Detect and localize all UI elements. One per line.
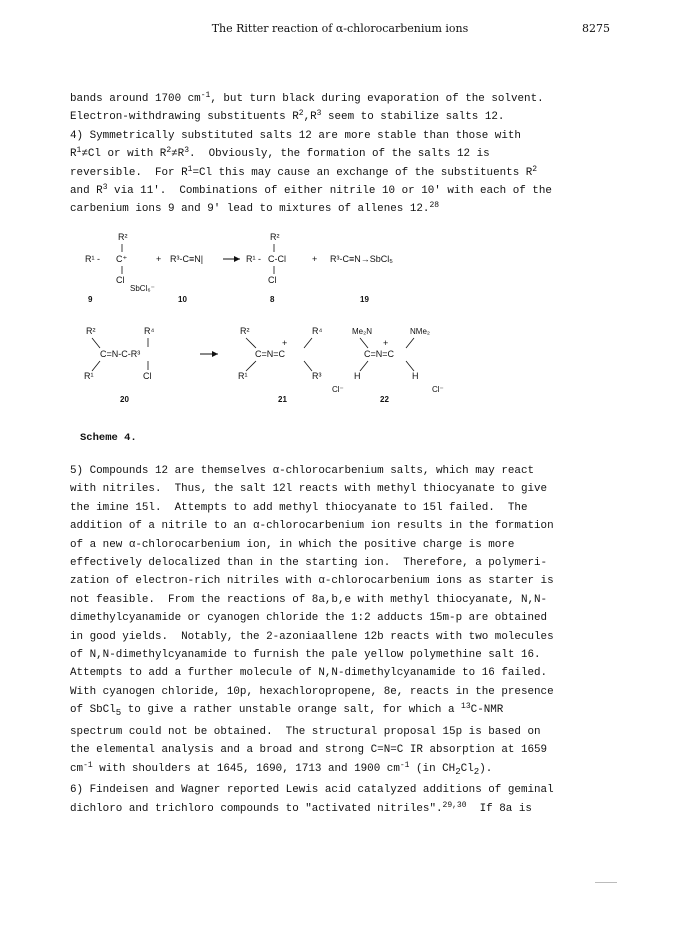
footer-rule [595, 882, 617, 883]
label-22: 22 [380, 395, 389, 404]
text-line: Attempts to add a further molecule of N,N-dimethylcyanamide to 16 failed. [70, 667, 548, 680]
text-line: carbenium ions 9 and 9' lead to mixtures of allenes 12.28 [70, 201, 440, 216]
text-line: of SbCl$_5$ to give a rather unstable orange salt, for which a $^{13}$C-NMR [70, 702, 504, 719]
plus-sign: + [312, 254, 318, 264]
c8-carbon: C-Cl [268, 254, 286, 264]
text-line: $R^1\ne Cl$ or with $R^2\ne R^3$. Obviously, the formation of the salts 12 is [70, 146, 490, 161]
text-line: in good yields. Notably, the 2-azoniaallene 12b reacts with two molecules [70, 630, 554, 643]
text-line: 4) Symmetrically substituted salts 12 are more stable than those with [70, 129, 521, 142]
page-header [70, 22, 610, 40]
c21-r3: R³ [312, 371, 322, 381]
paragraph-main [70, 462, 615, 818]
c9-anion: SbCl₆⁻ [130, 284, 155, 293]
text-line: effectively delocalized than in the starting ion. Therefore, a polymeri- [70, 557, 548, 570]
c20-chain: C=N-C-R³ [100, 349, 141, 359]
c22-h-left: H [354, 371, 361, 381]
text-line: of N,N-dimethylcyanamide to furnish the pale yellow polymethine salt 16. [70, 649, 541, 662]
text-line: 5) Compounds 12 are themselves α-chlorocarbenium salts, which may react [70, 465, 535, 477]
running-title: The Ritter reaction of α-chlorocarbenium ions [211, 22, 469, 35]
scheme-caption: Scheme 4. [80, 432, 137, 444]
paragraph-continuation [70, 90, 615, 219]
text-line: With cyanogen chloride, 10p, hexachloropropene, 8e, reacts in the presence [70, 685, 554, 698]
c21-chain: C=N=C [255, 349, 286, 359]
text-line: and $R^3$ via 11'. Combinations of either nitrile 10 or 10' with each of the [70, 183, 552, 198]
text-line: of a new α-chlorocarbenium ion, in which the positive charge is more [70, 538, 515, 551]
c21-r2: R² [240, 326, 250, 336]
reaction-scheme [60, 222, 580, 447]
c21-r1: R¹ [238, 371, 248, 381]
label-10: 10 [178, 295, 187, 304]
c21-anion: Cl⁻ [332, 385, 344, 394]
adduct-19: R³-C≡N→SbCl₅ [330, 254, 393, 264]
text-line: not feasible. From the reactions of 8a,b,e with methyl thiocyanate, N,N- [70, 593, 548, 606]
text-line: spectrum could not be obtained. The structural proposal 15p is based on [70, 725, 541, 738]
page-number: 8275 [582, 22, 610, 35]
c9-r1: R¹ - [85, 254, 100, 264]
c21-r4: R⁴ [312, 326, 323, 336]
c22-anion: Cl⁻ [432, 385, 444, 394]
c20-r1: R¹ [84, 371, 94, 381]
label-9: 9 [88, 295, 93, 304]
c22-nme2: NMe₂ [410, 327, 430, 336]
c22-me2n: Me₂N [352, 327, 372, 336]
plus-sign: + [156, 254, 162, 264]
c22-h-right: H [412, 371, 419, 381]
c8-cl: Cl [268, 275, 277, 285]
text-line: $cm^{-1}$ with shoulders at 1645, 1690, 1713 and 1900 $cm^{-1}$ (in $CH_2Cl_2$). [70, 760, 493, 777]
text-line: dimethylcyanamide or cyanogen chloride the 1:2 adducts 15m-p are obtained [70, 612, 548, 625]
c22-chain: C=N=C [364, 349, 395, 359]
c9-carbon: C⁺ [116, 254, 128, 264]
text-line: 6) Findeisen and Wagner reported Lewis acid catalyzed additions of geminal [70, 784, 554, 797]
c21-charge: + [282, 338, 288, 348]
nitrile-10: R³-C≡N| [170, 254, 204, 264]
text-line: the imine 15l. Attempts to add methyl thiocyanate to 15l failed. The [70, 501, 528, 514]
text-line: with nitriles. Thus, the salt 12l reacts with methyl thiocyanate to give [70, 483, 548, 496]
c8-r1: R¹ - [246, 254, 261, 264]
text-line: bands around 1700 $cm^{-1}$, but turn black during evaporation of the solvent. [70, 91, 544, 105]
c8-r2: R² [270, 232, 280, 242]
c20-r2: R² [86, 326, 96, 336]
label-20: 20 [120, 395, 129, 404]
text-line: addition of a nitrile to an α-chlorocarbenium ion results in the formation [70, 520, 554, 533]
text-line: the elemental analysis and a broad and strong C=N=C IR absorption at 1659 [70, 744, 548, 757]
text-line: reversible. For $R^1=Cl$ this may cause an exchange of the substituents $R^2$ [70, 164, 538, 179]
text-line: zation of electron-rich nitriles with α-chlorocarbenium ions as starter is [70, 575, 554, 588]
label-19: 19 [360, 295, 369, 304]
c20-r4: R⁴ [144, 326, 155, 336]
text-line: dichloro and trichloro compounds to "activated nitriles".$^{29,30}$ If 8a is [70, 800, 532, 815]
c20-cl: Cl [143, 371, 152, 381]
scheme-drawing [60, 222, 580, 447]
label-21: 21 [278, 395, 287, 404]
c9-r2: R² [118, 232, 128, 242]
c22-charge: + [383, 338, 389, 348]
label-8: 8 [270, 295, 275, 304]
text-line: Electron-withdrawing substituents $R^2,R^3$ seem to stabilize salts 12. [70, 109, 505, 124]
c9-cl: Cl [116, 275, 125, 285]
